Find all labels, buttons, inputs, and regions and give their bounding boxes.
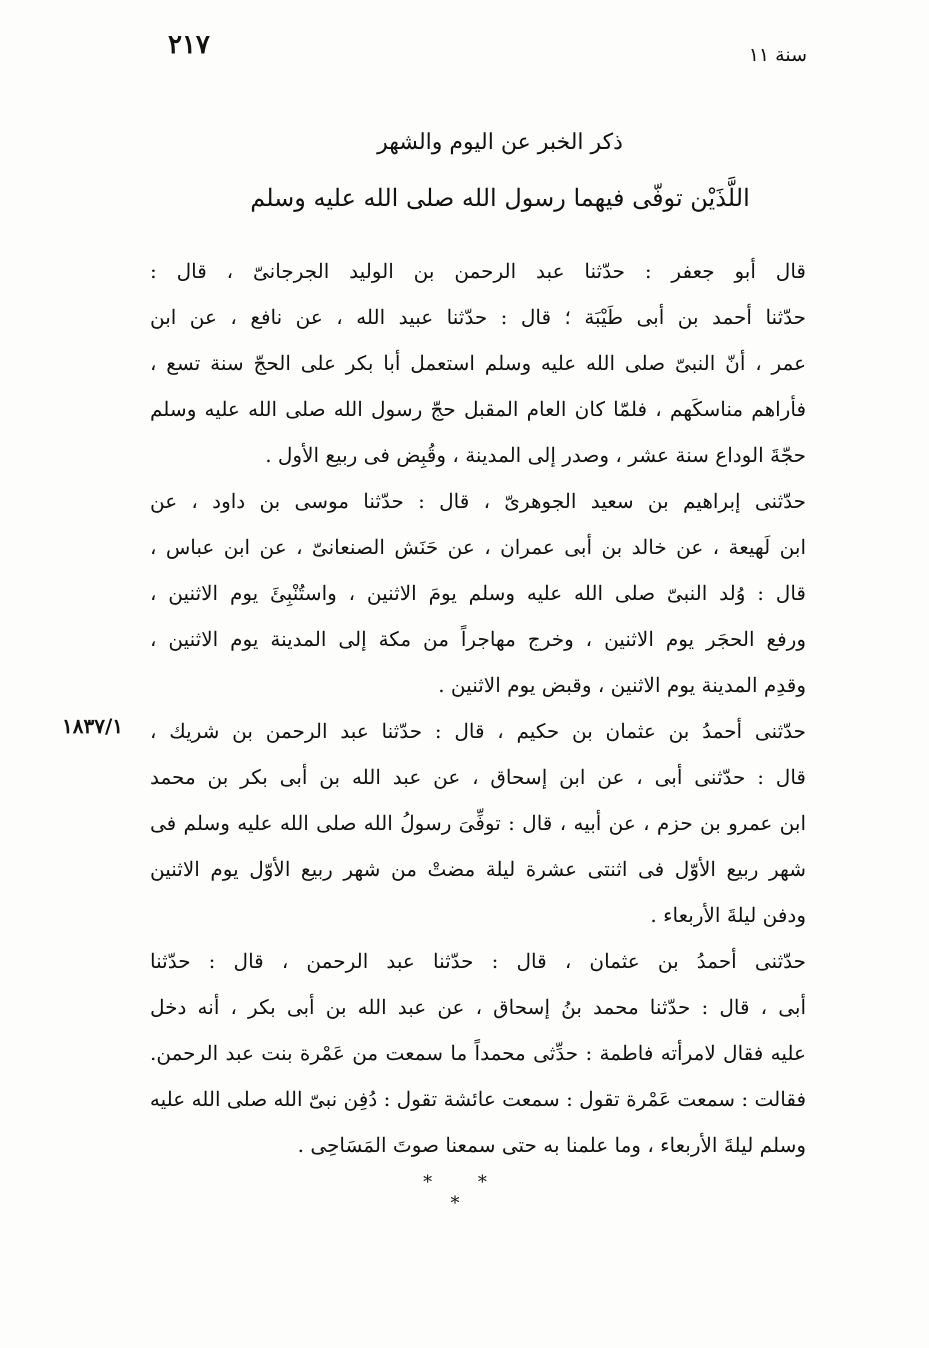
text-line: حدّثنى أحمدُ بن عثمان ، قال : حدّثنا عبد الرحمن ، قال : حدّثنا — [150, 949, 806, 973]
text-line: قال : وُلد النبىّ صلى الله عليه وسلم يومَ الاثنين ، واستُنْبِئَ يوم الاثنين ، — [150, 581, 806, 605]
text-line: عليه فقال لامرأته فاطمة : حدِّثى محمداً ما سمعت من عَمْرة بنت عبد الرحمن. — [150, 1041, 806, 1065]
text-line: حدّثنى إبراهيم بن سعيد الجوهرىّ ، قال : حدّثنا موسى بن داود ، عن — [150, 489, 806, 513]
paragraph-4 — [150, 938, 806, 1168]
text-line: حدّثنى أحمدُ بن عثمان بن حكيم ، قال : حدّثنا عبد الرحمن بن شريك ، — [150, 719, 806, 743]
section-title: ذكر الخبر عن اليوم والشهر — [377, 130, 623, 155]
text-line: ابن عمرو بن حزم ، عن أبيه ، قال : توفِّىَ رسولُ الله صلى الله عليه وسلم فى — [150, 811, 806, 835]
text-line: حجّةَ الوداع سنة عشر ، وصدر إلى المدينة ، وقُبِض فى ربيع الأول . — [265, 443, 806, 467]
running-head: سنة ١١ — [748, 44, 807, 66]
section-ornament: * * * — [423, 1172, 507, 1214]
text-line: فأراهم مناسكَهم ، فلمّا كان العام المقبل حجّ رسول الله صلى الله عليه وسلم — [150, 397, 806, 421]
paragraph-1 — [150, 248, 806, 478]
text-line: وقدِم المدينة يوم الاثنين ، وقبض يوم الاثنين . — [438, 673, 806, 697]
text-line: قال أبو جعفر : حدّثنا عبد الرحمن بن الوليد الجرجانىّ ، قال : — [150, 259, 806, 283]
margin-reference: ١٨٣٧/١ — [62, 714, 124, 738]
text-line: ودفن ليلةَ الأربعاء . — [650, 903, 806, 927]
paragraph-3 — [150, 708, 806, 938]
paragraph-2 — [150, 478, 806, 708]
text-line: ورفع الحجَر يوم الاثنين ، وخرج مهاجراً من مكة إلى المدينة يوم الاثنين ، — [150, 627, 806, 651]
text-line: عمر ، أنّ النبىّ صلى الله عليه وسلم استعمل أبا بكر على الحجّ سنة تسع ، — [150, 351, 806, 375]
section-subtitle: اللَّذَيْن توفّى فيهما رسول الله صلى الله عليه وسلم — [250, 184, 750, 212]
text-line: شهر ربيع الأوّل فى اثنتى عشرة ليلة مضتْ من شهر ربيع الأوّل يوم الاثنين — [150, 857, 806, 881]
page-number: ٢١٧ — [168, 30, 210, 60]
text-line: حدّثنا أحمد بن أبى طَيْبَة ؛ قال : حدّثنا عبيد الله ، عن نافع ، عن ابن — [150, 305, 806, 329]
text-line: فقالت : سمعت عَمْرة تقول : سمعت عائشة تقول : دُفِن نبىّ الله صلى الله عليه — [150, 1087, 806, 1111]
text-line: وسلم ليلةَ الأربعاء ، وما علمنا به حتى سمعنا صوتَ المَسَاحِى . — [297, 1133, 806, 1157]
text-line: قال : حدّثنى أبى ، عن ابن إسحاق ، عن عبد الله بن أبى بكر بن محمد — [150, 765, 806, 789]
text-line: أبى ، قال : حدّثنا محمد بنُ إسحاق ، عن عبد الله بن أبى بكر ، أنه دخل — [150, 995, 806, 1019]
text-line: ابن لَهيعة ، عن خالد بن أبى عمران ، عن حَنَش الصنعانىّ ، عن ابن عباس ، — [150, 535, 806, 559]
